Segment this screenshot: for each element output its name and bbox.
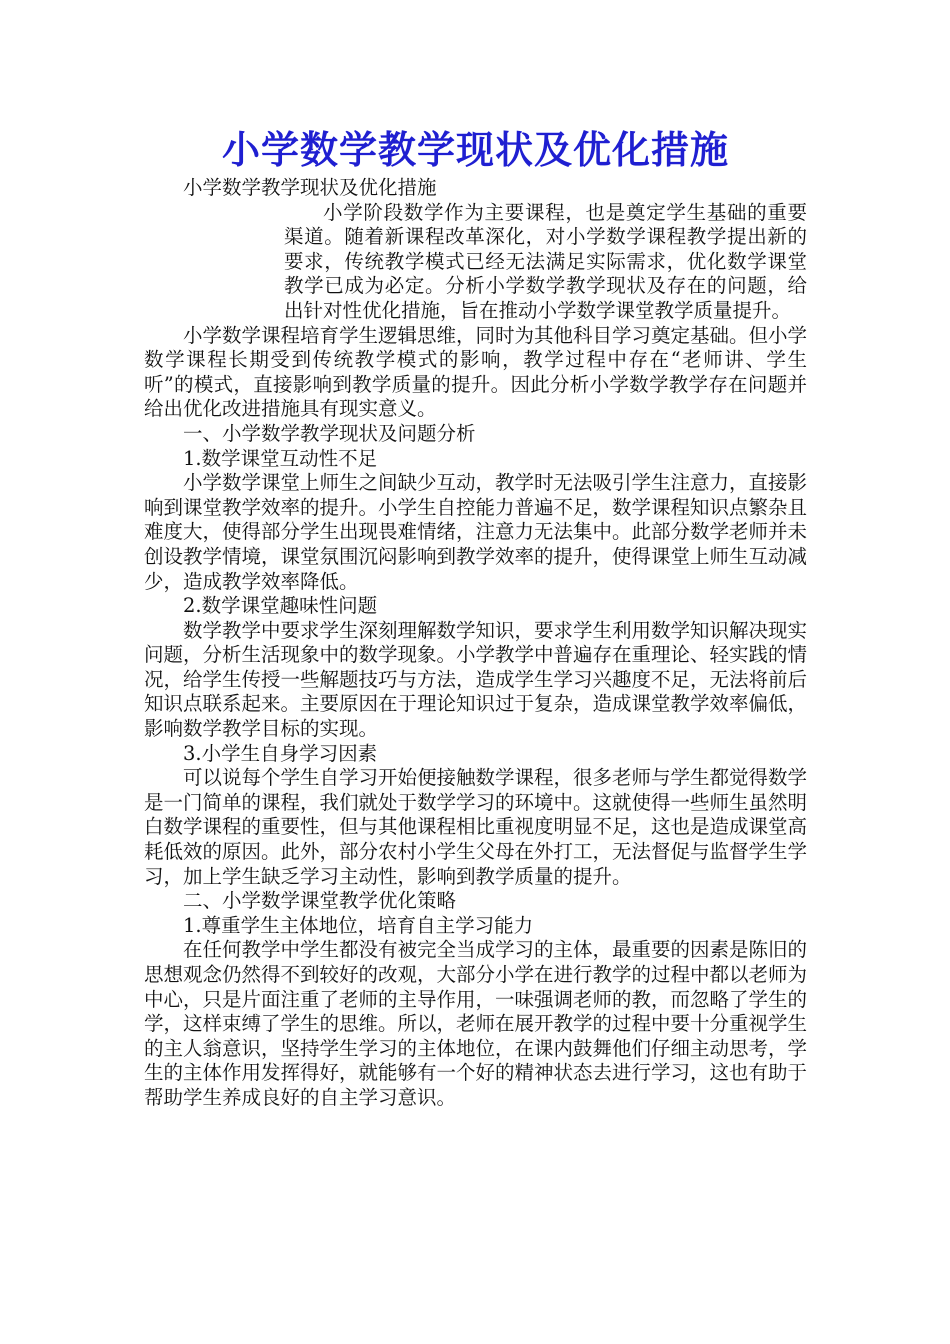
section-heading-2: 二、小学数学课堂教学优化策略 xyxy=(183,889,457,913)
section-heading-1: 一、小学数学教学现状及问题分析 xyxy=(183,421,476,445)
subsection-heading-1-1: 1.数学课堂互动性不足 xyxy=(183,446,378,470)
document-page xyxy=(144,124,807,1111)
document-body xyxy=(144,176,807,1111)
intro-paragraph: 小学数学课程培育学生逻辑思维，同时为其他科目学习奠定基础。但小学数学课程长期受到传统教学模式的影响，教学过程中存在“老师讲、学生听”的模式，直接影响到教学质量的提升。因此分析小学数学教学存在问题并给出优化改进措施具有现实意义。 xyxy=(144,323,808,421)
subtitle-paragraph: 小学数学教学现状及优化措施 xyxy=(183,176,437,199)
body-paragraph: 在任何教学中学生都没有被完全当成学习的主体，最重要的因素是陈旧的思想观念仍然得不到较好的改观，大部分小学在进行教学的过程中都以老师为中心，只是片面注重了老师的主导作用，一味强调老师的教，而忽略了学生的学，这样束缚了学生的思维。所以，老师在展开教学的过程中要十分重视学生的主人翁意识，坚持学生学习的主体地位，在课内鼓舞他们仔细主动思考，学生的主体作用发挥得好，就能够有一个好的精神状态去进行学习，这也有助于帮助学生养成良好的自主学习意识。 xyxy=(144,938,808,1109)
body-paragraph: 可以说每个学生自学习开始便接触数学课程，很多老师与学生都觉得数学是一门简单的课程，我们就处于数学学习的环境中。这就使得一些师生虽然明白数学课程的重要性，但与其他课程相比重视度明显不足，这也是造成课堂高耗低效的原因。此外，部分农村小学生父母在外打工，无法督促与监督学生学习，加上学生缺乏学习主动性，影响到教学质量的提升。 xyxy=(144,766,808,888)
body-paragraph: 数学教学中要求学生深刻理解数学知识，要求学生利用数学知识解决现实问题，分析生活现象中的数学现象。小学教学中普遍存在重理论、轻实践的情况，给学生传授一些解题技巧与方法，造成学生学习兴趣度不足，无法将前后知识点联系起来。主要原因在于理论知识过于复杂，造成课堂教学效率偏低，影响数学教学目标的实现。 xyxy=(144,618,808,741)
body-paragraph: 小学数学课堂上师生之间缺少互动，教学时无法吸引学生注意力，直接影响到课堂教学效率的提升。小学生自控能力普遍不足，数学课程知识点繁杂且难度大，使得部分学生出现畏难情绪，注意力无法集中。此部分数学老师并未创设教学情境，课堂氛围沉闷影响到教学效率的提升，使得课堂上师生互动减少，造成教学效率降低。 xyxy=(144,471,808,593)
subsection-heading-2-1: 1.尊重学生主体地位，培育自主学习能力 xyxy=(183,913,534,937)
subsection-heading-1-2: 2.数学课堂趣味性问题 xyxy=(183,594,378,618)
abstract-paragraph: 小学阶段数学作为主要课程，也是奠定学生基础的重要渠道。随着新课程改革深化，对小学数学课程教学提出新的要求，传统教学模式已经无法满足实际需求，优化数学课堂教学已成为必定。分析小学数学教学现状及存在的问题，给出针对性优化措施，旨在推动小学数学课堂教学质量提升。 xyxy=(284,200,807,322)
subsection-heading-1-3: 3.小学生自身学习因素 xyxy=(183,741,378,765)
document-title: 小学数学教学现状及优化措施 xyxy=(221,127,729,172)
